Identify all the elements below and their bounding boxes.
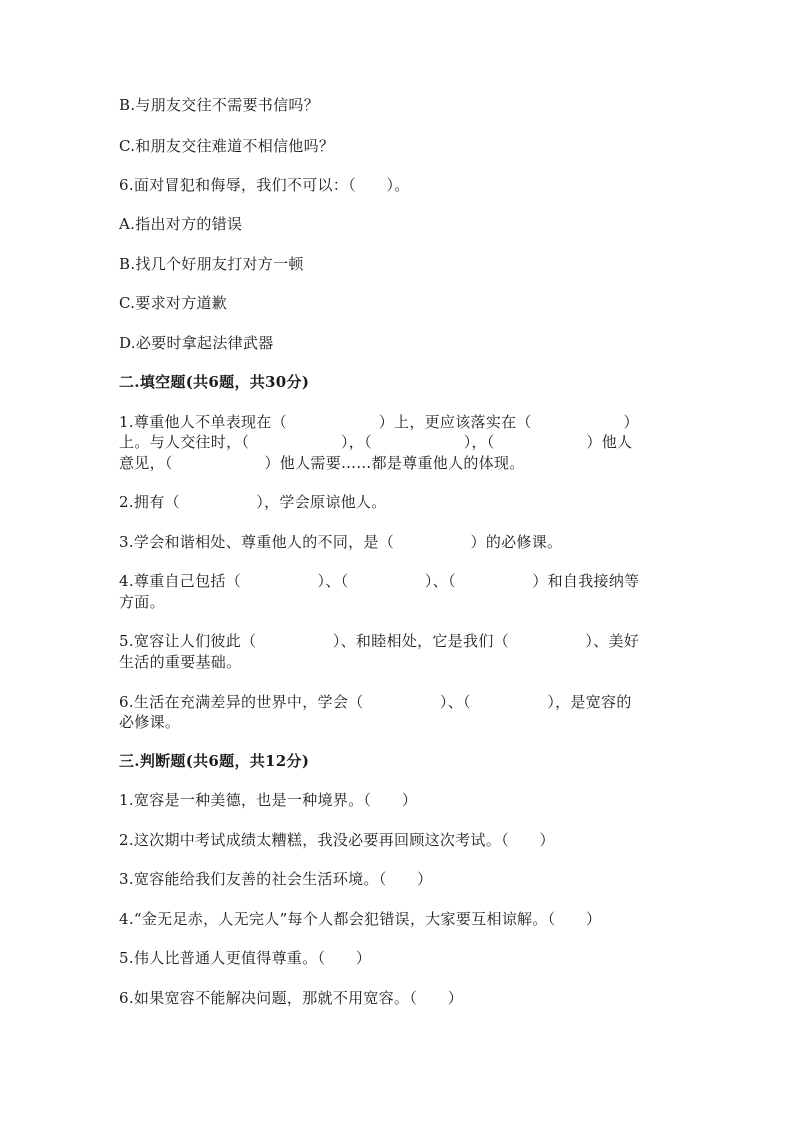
fill-q1-line3: 意见，（ ）他人需要……都是尊重他人的体现。 — [119, 454, 525, 472]
fill-q5-line1: 5.宽容让人们彼此（ ）、和睦相处，它是我们（ ）、美好 — [119, 632, 640, 650]
fill-q4-line2: 方面。 — [119, 593, 165, 611]
fill-q4-line1: 4.尊重自己包括（ ）、（ ）、（ ）和自我接纳等 — [119, 572, 640, 590]
fill-q1-line2: 上。与人交往时，（ ），（ ），（ ）他人 — [119, 433, 633, 451]
judge-q3: 3.宽容能给我们友善的社会生活环境。（ ） — [119, 870, 433, 888]
q6-stem: 6.面对冒犯和侮辱，我们不可以：（ ）。 — [119, 176, 410, 194]
judge-q5: 5.伟人比普通人更值得尊重。（ ） — [119, 949, 372, 967]
judge-q2: 2.这次期中考试成绩太糟糕，我没必要再回顾这次考试。（ ） — [119, 831, 555, 849]
fill-q3: 3.学会和谐相处、尊重他人的不同，是（ ）的必修课。 — [119, 533, 563, 551]
judge-q1: 1.宽容是一种美德，也是一种境界。（ ） — [119, 791, 418, 809]
judge-q6: 6.如果宽容不能解决问题，那就不用宽容。（ ） — [119, 989, 464, 1007]
q6-option-a: A.指出对方的错误 — [119, 215, 243, 233]
fill-q5-line2: 生活的重要基础。 — [119, 653, 242, 671]
q6-option-b: B.找几个好朋友打对方一顿 — [119, 255, 304, 273]
section-judgement-heading: 三.判断题(共6题，共12分) — [119, 752, 310, 770]
q5-option-c: C.和朋友交往难道不相信他吗？ — [119, 137, 335, 155]
fill-q1-line1: 1.尊重他人不单表现在（ ）上，更应该落实在（ ） — [119, 413, 639, 431]
q5-option-b: B.与朋友交往不需要书信吗？ — [119, 96, 319, 114]
q6-option-d: D.必要时拿起法律武器 — [119, 334, 274, 352]
section-fill-in-heading: 二.填空题(共6题，共30分) — [119, 373, 310, 391]
judge-q4: 4.“金无足赤，人无完人”每个人都会犯错误，大家要互相谅解。（ ） — [119, 910, 602, 928]
fill-q2: 2.拥有（ ），学会原谅他人。 — [119, 493, 387, 511]
fill-q6-line1: 6.生活在充满差异的世界中，学会（ ）、（ ），是宽容的 — [119, 693, 632, 711]
q6-option-c: C.要求对方道歉 — [119, 294, 228, 312]
fill-q6-line2: 必修课。 — [119, 713, 181, 731]
